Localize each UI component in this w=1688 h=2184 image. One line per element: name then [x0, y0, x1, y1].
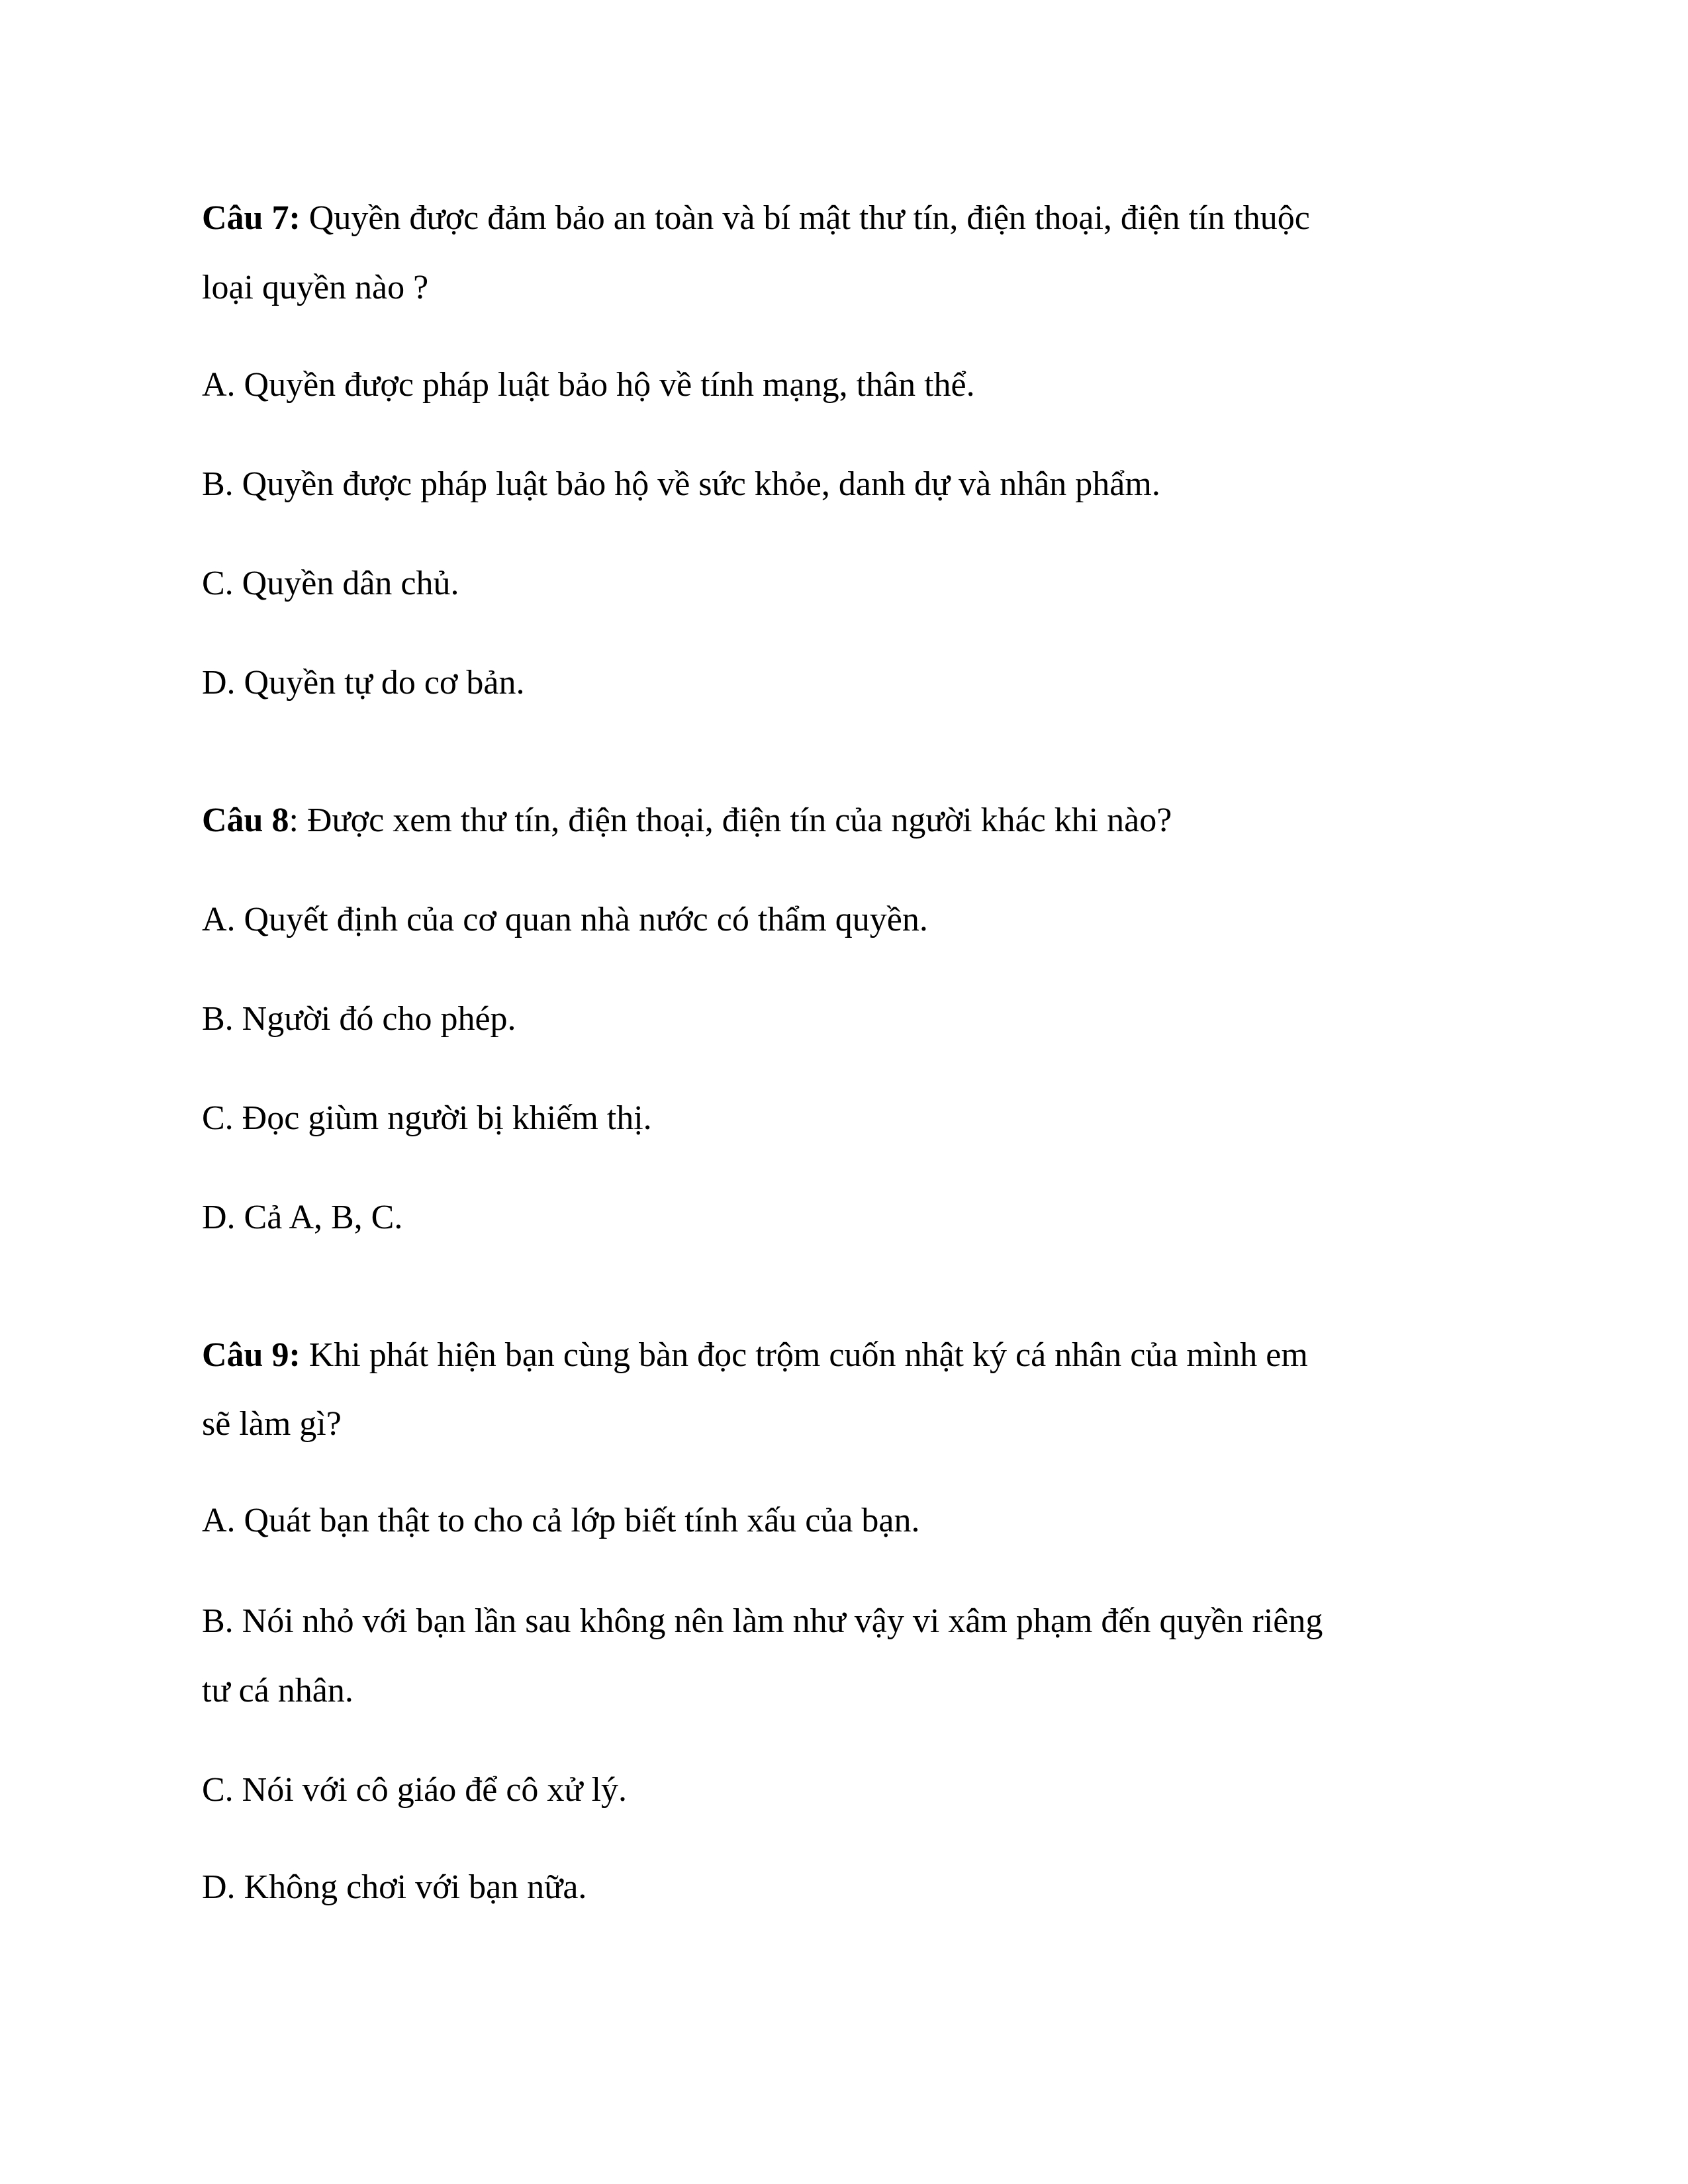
question-8-option-d: D. Cả A, B, C. — [202, 1199, 403, 1236]
question-7-stem — [202, 199, 1499, 238]
question-7-label: Câu 7: — [202, 199, 301, 237]
question-7-option-a: A. Quyền được pháp luật bảo hộ về tính mạng, thân thể. — [202, 366, 975, 404]
question-9-option-b-continued: tư cá nhân. — [202, 1672, 353, 1709]
question-7-option-d: D. Quyền tự do cơ bản. — [202, 664, 525, 702]
question-9-stem-continued: sẽ làm gì? — [202, 1405, 342, 1443]
question-9-stem — [202, 1336, 1499, 1375]
question-9-option-c: C. Nói với cô giáo để cô xử lý. — [202, 1771, 628, 1809]
question-9-label: Câu 9: — [202, 1336, 301, 1374]
question-7-option-b: B. Quyền được pháp luật bảo hộ về sức khỏe, danh dự và nhân phẩm. — [202, 465, 1160, 503]
question-8-option-c: C. Đọc giùm người bị khiếm thị. — [202, 1099, 652, 1137]
question-8-text: : Được xem thư tín, điện thoại, điện tín của người khác khi nào? — [289, 801, 1172, 839]
question-7-option-c: C. Quyền dân chủ. — [202, 565, 459, 602]
question-8-option-b: B. Người đó cho phép. — [202, 1000, 516, 1038]
question-8-stem — [202, 801, 1499, 841]
question-8-option-a: A. Quyết định của cơ quan nhà nước có thẩm quyền. — [202, 901, 928, 938]
question-7-stem-continued: loại quyền nào ? — [202, 269, 429, 306]
question-9-text: Khi phát hiện bạn cùng bàn đọc trộm cuốn nhật ký cá nhân của mình em — [300, 1336, 1308, 1374]
question-8-label: Câu 8 — [202, 801, 289, 839]
question-9-option-a: A. Quát bạn thật to cho cả lớp biết tính xấu của bạn. — [202, 1502, 920, 1539]
question-9-option-d: D. Không chơi với bạn nữa. — [202, 1868, 587, 1906]
question-7-text: Quyền được đảm bảo an toàn và bí mật thư tín, điện thoại, điện tín thuộc — [300, 199, 1310, 237]
question-9-option-b: B. Nói nhỏ với bạn lần sau không nên làm như vậy vi xâm phạm đến quyền riêng — [202, 1602, 1323, 1640]
